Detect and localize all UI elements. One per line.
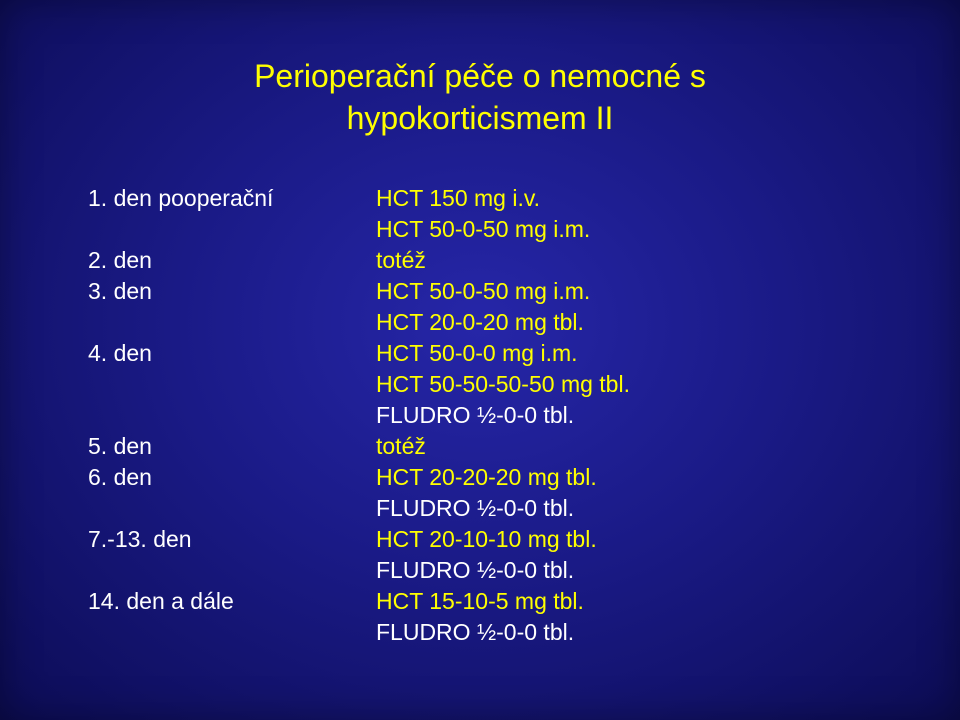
day-label: 6. den <box>88 464 152 490</box>
therapy-text: HCT 150 mg i.v. <box>376 185 541 211</box>
schedule-row <box>88 183 888 214</box>
therapy-text: FLUDRO ½-0-0 tbl. <box>376 402 575 428</box>
therapy-text: HCT 20-0-20 mg tbl. <box>376 309 584 335</box>
schedule-row <box>88 431 888 462</box>
day-label: 3. den <box>88 278 152 304</box>
therapy-text: HCT 50-0-50 mg i.m. <box>376 278 591 304</box>
therapy-text: totéž <box>376 247 426 273</box>
therapy-text: FLUDRO ½-0-0 tbl. <box>376 619 575 645</box>
therapy-text: HCT 15-10-5 mg tbl. <box>376 588 584 614</box>
schedule-row <box>88 307 888 338</box>
therapy-text: HCT 50-0-50 mg i.m. <box>376 216 591 242</box>
treatment-schedule <box>88 183 888 648</box>
schedule-row <box>88 245 888 276</box>
schedule-row <box>88 276 888 307</box>
title-line-1: Perioperační péče o nemocné s <box>254 58 706 94</box>
schedule-row <box>88 462 888 493</box>
therapy-text: HCT 50-0-0 mg i.m. <box>376 340 578 366</box>
schedule-row <box>88 555 888 586</box>
schedule-row <box>88 617 888 648</box>
day-label: 4. den <box>88 340 152 366</box>
day-label: 1. den pooperační <box>88 185 274 211</box>
therapy-text: HCT 50-50-50-50 mg tbl. <box>376 371 630 397</box>
schedule-row <box>88 369 888 400</box>
slide-title <box>0 55 960 139</box>
therapy-text: totéž <box>376 433 426 459</box>
therapy-text: HCT 20-10-10 mg tbl. <box>376 526 597 552</box>
day-label: 5. den <box>88 433 152 459</box>
schedule-row <box>88 400 888 431</box>
therapy-text: HCT 20-20-20 mg tbl. <box>376 464 597 490</box>
schedule-row <box>88 524 888 555</box>
therapy-text: FLUDRO ½-0-0 tbl. <box>376 495 575 521</box>
schedule-row <box>88 338 888 369</box>
day-label: 2. den <box>88 247 152 273</box>
schedule-row <box>88 493 888 524</box>
schedule-row <box>88 214 888 245</box>
schedule-row <box>88 586 888 617</box>
therapy-text: FLUDRO ½-0-0 tbl. <box>376 557 575 583</box>
day-label: 7.-13. den <box>88 526 192 552</box>
day-label: 14. den a dále <box>88 588 234 614</box>
title-line-2: hypokorticismem II <box>346 100 614 136</box>
